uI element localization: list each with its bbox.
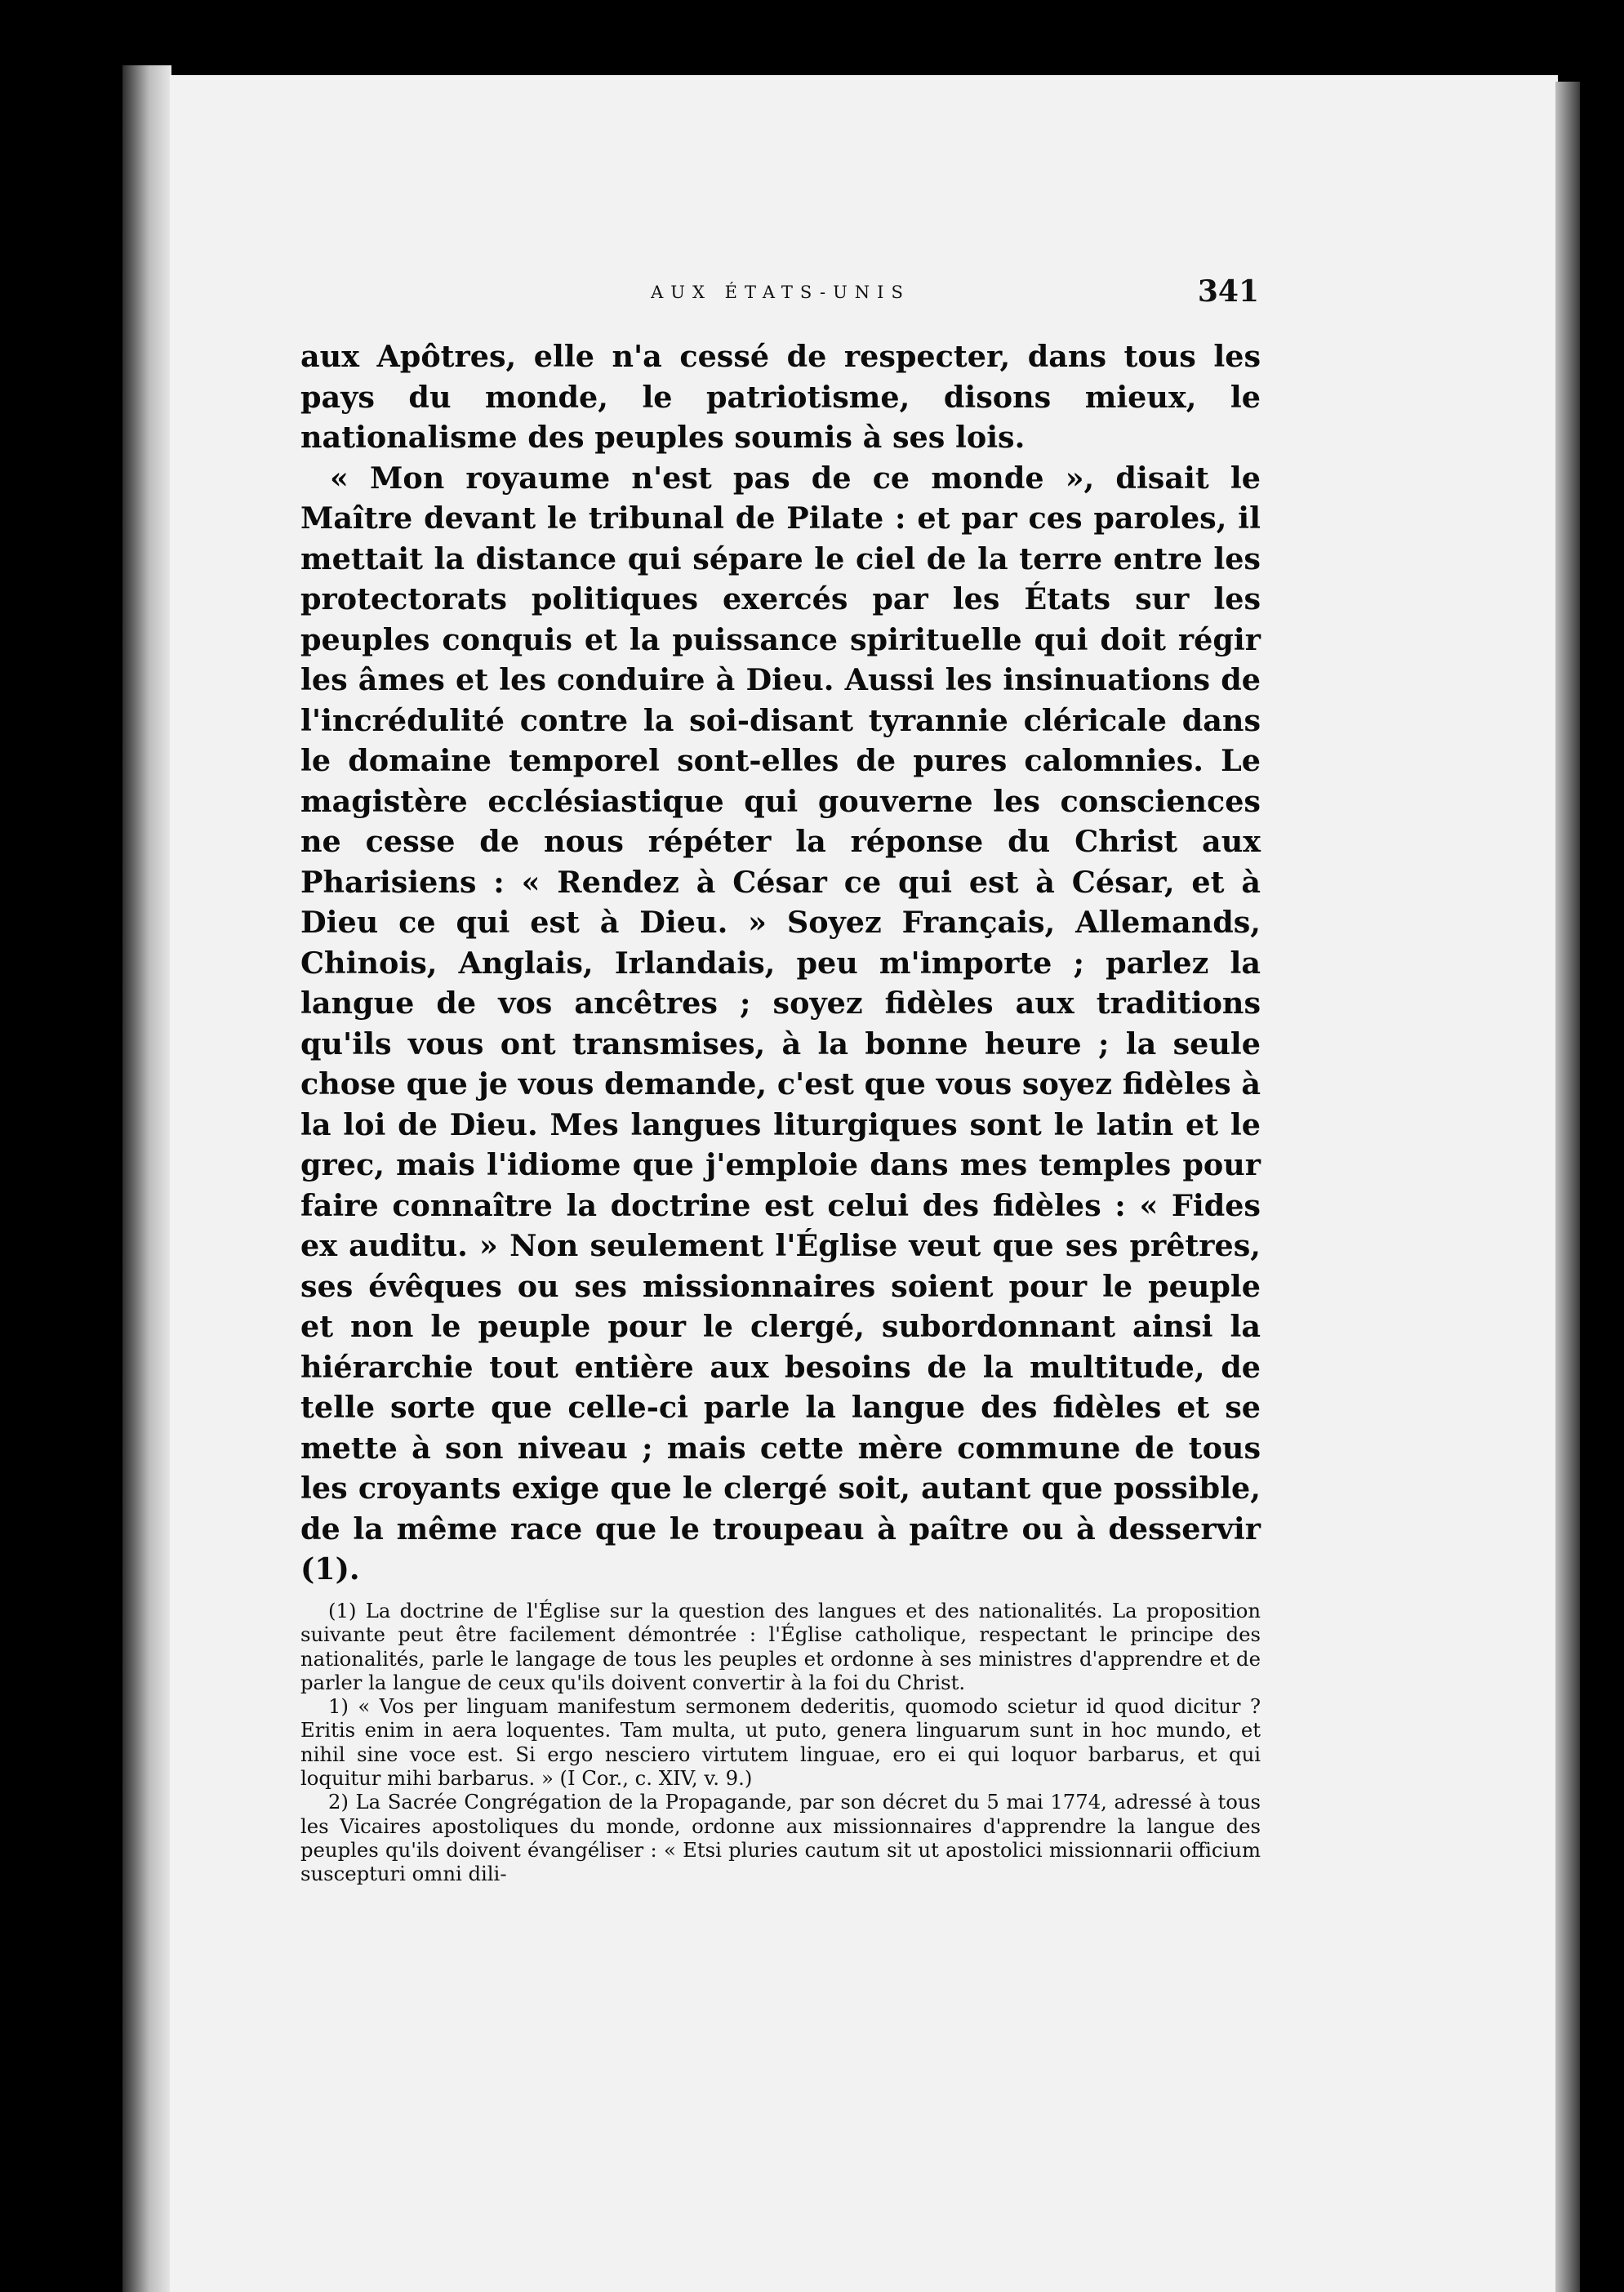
page-left-edge <box>122 65 171 2292</box>
running-head-title: AUX ÉTATS-UNIS <box>651 283 910 302</box>
page-right-edge <box>1555 82 1580 2292</box>
footnotes <box>300 1599 1261 1886</box>
page-number: 341 <box>1197 274 1259 309</box>
body-paragraph-2: « Mon royaume n'est pas de ce monde », disait le Maître devant le tribunal de Pilate : et par ces paroles, il mettait la distance qui sépare le ciel de la terre entre les protectorats politiques exercés par les États sur les peuples conquis et la puissance spirituelle qui doit régir les âmes et les conduire à Dieu. Aussi les insinuations de l'incrédulité contre la soi-disant tyrannie cléricale dans le domaine temporel sont-elles de pures calomnies. Le magistère ecclésiastique qui gouverne les consciences ne cesse de nous répéter la réponse du Christ aux Pharisiens : « Rendez à César ce qui est à César, et à Dieu ce qui est à Dieu. » Soyez Français, Allemands, Chinois, Anglais, Irlandais, peu m'importe ; parlez la langue de vos ancêtres ; soyez fidèles aux traditions qu'ils vous ont transmises, à la bonne heure ; la seule chose que je vous demande, c'est que vous soyez fidèles à la loi de Dieu. Mes langues liturgiques sont le latin et le grec, mais l'idiome que j'emploie dans mes temples pour faire connaître la doctrine est celui des fidèles : « Fides ex auditu. » Non seulement l'Église veut que ses prêtres, ses évêques ou ses missionnaires soient pour le peuple et non le peuple pour le clergé, subordonnant ainsi la hiérarchie tout entière aux besoins de la multitude, de telle sorte que celle-ci parle la langue des fidèles et se mette à son niveau ; mais cette mère commune de tous les croyants exige que le clergé soit, autant que possible, de la même race que le troupeau à paître ou à desservir (1). <box>300 460 1261 1587</box>
footnote-3: 2) La Sacrée Congrégation de la Propagande, par son décret du 5 mai 1774, adressé à tous les Vicaires apostoliques du monde, ordonne aux missionnaires d'apprendre la langue des peuples qu'ils doivent évangéliser : « Etsi pluries cautum sit ut apostolici missionnarii officium suscepturi omni dili- <box>300 1790 1261 1886</box>
footnote-2: 1) « Vos per linguam manifestum sermonem dederitis, quomodo scietur id quod dicitur ? Eritis enim in aera loquentes. Tam multa, ut puto, genera linguarum sunt in hoc mundo, et nihil sine voce est. Si ergo nesciero virtutem linguae, ero ei qui loquor barbarus, et qui loquitur mihi barbarus. » (I Cor., c. XIV, v. 9.) <box>300 1694 1261 1791</box>
running-head <box>300 274 1261 310</box>
body-text <box>300 336 1261 1590</box>
footnote-1: (1) La doctrine de l'Église sur la question des langues et des nationalités. La proposition suivante peut être facilement démontrée : l'Église catholique, respectant le principe des nationalités, parle le langage de tous les peuples et ordonne à ses ministres d'apprendre et de parler la langue de ceux qu'ils doivent convertir à la foi du Christ. <box>300 1599 1261 1694</box>
body-paragraph-1: aux Apôtres, elle n'a cessé de respecter, dans tous les pays du monde, le patriotisme, disons mieux, le nationalisme des peuples soumis à ses lois. <box>300 339 1261 455</box>
